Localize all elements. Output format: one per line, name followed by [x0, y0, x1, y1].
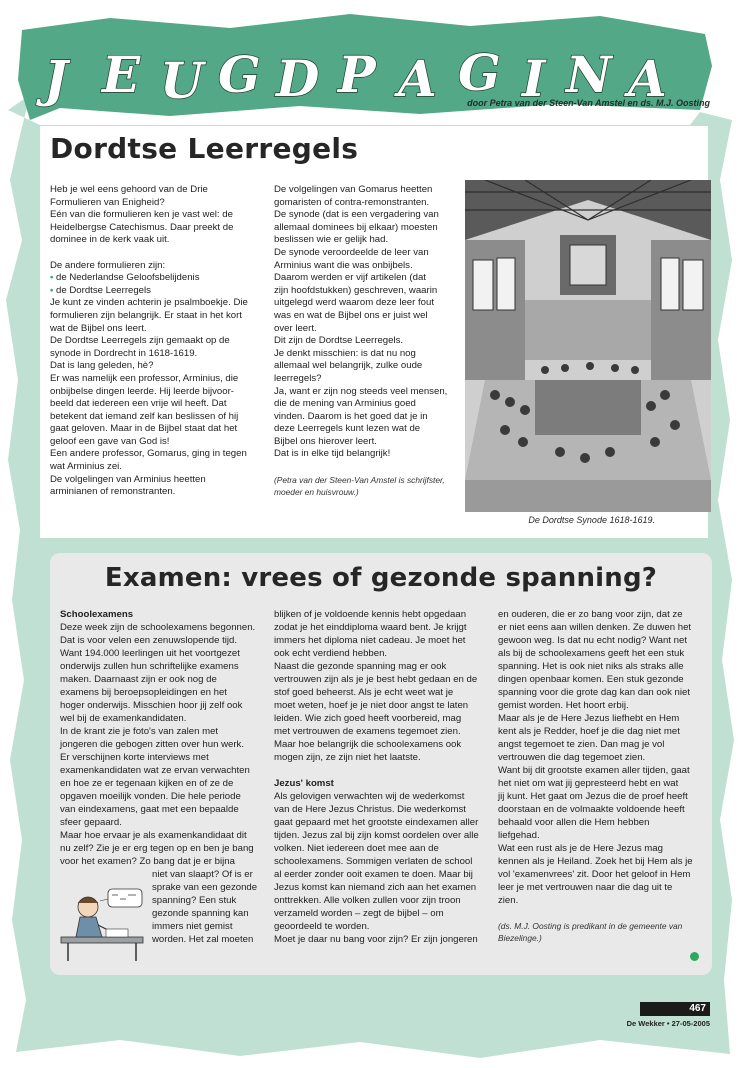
text-line: onbijbelse dingen leerde. Hij leerde bijvoor- — [50, 385, 234, 397]
text-line: Deze week zijn de schoolexamens begonnen. — [60, 622, 256, 633]
text-line: deze Leerregels kunt lezen wat de — [274, 423, 421, 435]
text-line: immers niet gemist — [152, 921, 233, 932]
text-line: worden. Het zal moeten — [152, 934, 254, 945]
text-line: moet weten, hoef je je niet door angst te laten — [274, 700, 469, 711]
text-line: Eén van die formulieren ken je vast wel: de — [50, 209, 233, 221]
text-line: zodat je het einddiploma waard bent. Je krijgt — [274, 622, 467, 633]
text-line: Formulieren van Enigheid? — [50, 196, 165, 208]
text-line: jij kunt. Het gaat om Jezus die de proef heeft — [498, 791, 688, 802]
text-line: voor het examen? Zo bang dat je er bijna — [60, 856, 235, 867]
publication-footer: De Wekker • 27-05-2005 — [626, 1019, 710, 1028]
text-line: vinden. Daarom is het goed dat je in — [274, 410, 428, 422]
text-line: mogen zijn, ze zijn niet het laatste. — [274, 752, 421, 763]
banner-letter: J — [44, 49, 68, 108]
photo-caption: De Dordtse Synode 1618-1619. — [528, 515, 655, 525]
text-line: arminianen of remonstranten. — [50, 486, 176, 498]
text-line: als bij de schoolexamens geeft het een stuk — [498, 648, 685, 659]
text-line: allemaal dominees bij elkaar) moesten — [274, 221, 438, 233]
text-line: De synode (dat is een vergadering van — [274, 209, 439, 221]
text-line: gomaristen of contra-remonstranten. — [274, 196, 430, 208]
text-line: Er was namelijk een professor, Arminius, die — [50, 372, 239, 384]
text-line: Als gelovigen verwachten wij de wederkomst — [274, 791, 465, 802]
text-line: spanning voor die grote dag kan dan ook niet — [498, 687, 691, 698]
text-line: Je denkt misschien: is dat nu nog — [274, 347, 416, 359]
text-line: angst tegemoet te zien. Dan mag je vol — [498, 739, 665, 750]
text-line: Want bij dit grootste examen aller tijden, gaat — [498, 765, 690, 776]
text-line: kent als je Redder, hoef je die dag niet met — [498, 726, 680, 737]
text-line: Maar als je de Here Jezus liefhebt en Hem — [498, 713, 680, 724]
article2-column-3 — [498, 608, 703, 944]
text-line: stof goed beheerst. Als je echt weet wat je — [274, 687, 454, 698]
banner-letter: I — [522, 49, 546, 108]
text-line: Heb je wel eens gehoord van de Drie — [50, 184, 208, 195]
text-line: liefgehad. — [498, 830, 540, 841]
banner-letter: E — [102, 45, 141, 104]
text-line: De andere formulieren zijn: — [50, 259, 166, 271]
end-mark-icon — [690, 952, 699, 961]
text-line: gemist worden. Het hoort erbij. — [498, 700, 629, 711]
text-line: volken. Niet iedereen doet mee aan de — [274, 843, 439, 854]
text-line: spanning. Het is ook niet niks als straks alle — [498, 661, 684, 672]
text-line: gewoon weg. Is dat nu echt nodig? Want net — [498, 635, 687, 646]
text-line: jongeren die gebogen zitten over hun werk. — [60, 739, 245, 750]
article2-column-2 — [274, 608, 484, 946]
banner-letter: A — [398, 49, 437, 108]
text-line: met vertrouwen de examens tegemoet zien. — [274, 726, 461, 737]
text-line: al eerder zonder ooit examen te doen. Maar bij — [274, 869, 473, 880]
text-line: immers het diploma niet cadeau. Je moet het — [274, 635, 466, 646]
author-note: Biezelinge.) — [498, 933, 542, 943]
student-cartoon-image — [56, 885, 148, 963]
text-line: spanning? Een stuk — [152, 895, 237, 906]
text-line: examens bij beroepsopleidingen en het — [60, 687, 227, 698]
text-line: De Dordtse Leerregels zijn gemaakt op de — [50, 335, 230, 347]
text-line: examenkandidaten wat ze ervan verwachten — [60, 765, 250, 776]
banner-letter: A — [628, 49, 667, 108]
text-line: Heidelbergse Catechismus. Daar preekt de — [50, 221, 234, 233]
banner-letter: P — [338, 45, 376, 104]
text-line: vol 'examenvrees' zit. Door het geloof in Hem — [498, 869, 691, 880]
text-line: Bijbel ons hierover leert. — [274, 435, 377, 447]
text-line: Jezus komst kan niemand zich aan het examen — [274, 882, 477, 893]
text-line: Maar hoe ervaar je als examenkandidaat dit — [60, 830, 247, 841]
text-line: wat Arminius zei. — [50, 461, 122, 473]
text-line: allemaal wel belangrijk, zulke oude — [274, 360, 423, 372]
text-line: nu zelf? Zie je er erg tegen op en ben je bang — [60, 843, 254, 854]
text-line: niet van slaapt? Of is er — [152, 869, 253, 880]
text-line: beeld dat iedereen een vrije wil heeft. Dat — [50, 398, 227, 410]
text-line: wat de Bijbel ons leert. — [50, 322, 147, 334]
text-line: leerregels? — [274, 372, 322, 384]
article1-column-1 — [50, 184, 255, 499]
text-line: gaat gepaard met het grootste eindexamen aller — [274, 817, 479, 828]
text-line: Moet je daar nu bang voor zijn? Er zijn jongeren — [274, 934, 478, 945]
byline: door Petra van der Steen-Van Amstel en ds. M.J. Oosting — [467, 98, 710, 108]
text-line: wel bij de examenkandidaten. — [60, 713, 187, 724]
text-line: De volgelingen van Arminius heetten — [50, 473, 206, 485]
text-line: en ouderen, die er zo bang voor zijn, dat ze — [498, 609, 683, 620]
text-line: zijn hoofdstukken) geschreven, waarin — [274, 284, 438, 296]
text-line: Een andere professor, Gomarus, ging in tegen — [50, 448, 247, 460]
text-line: Want 194.000 leerlingen uit het voortgezet — [60, 648, 240, 659]
banner-letter: G — [458, 43, 501, 102]
text-line: was en wat de Bijbel ons er juist wel — [274, 309, 428, 321]
banner-letter: N — [566, 45, 612, 104]
list-item: • de Nederlandse Geloofsbelijdenis — [50, 272, 200, 284]
text-line: sprake van een gezonde — [152, 882, 258, 893]
text-line: Ja, want er zijn nog steeds veel mensen, — [274, 385, 448, 397]
text-line: formulieren zijn belangrijk. Er staat in het kort — [50, 309, 242, 321]
section-heading: Schoolexamens — [60, 609, 134, 620]
text-line: Dit zijn de Dordtse Leerregels. — [274, 335, 404, 347]
article2-column-1 — [60, 608, 265, 868]
text-line: behaald voor allen die Hem hebben — [498, 817, 650, 828]
text-line: maken. Daarnaast zijn er ook nog de — [60, 674, 217, 685]
text-line: er niet eens aan willen denken. Ze duwen het — [498, 622, 692, 633]
page-number: 467 — [640, 1002, 710, 1016]
text-line: De synode veroordeelde de leer van — [274, 246, 429, 258]
bullet-icon: • — [50, 272, 54, 284]
list-item: • de Dordtse Leerregels — [50, 284, 151, 296]
text-line: dominee in de kerk vaak uit. — [50, 234, 170, 246]
text-line: die de mening van Arminius goed — [274, 398, 416, 410]
text-line: en hoe ze er tegenaan kijken en of ze de — [60, 778, 234, 789]
text-line: schoolexamens. Sommigen verlaten de school — [274, 856, 473, 867]
text-line: onderwijs zullen hun schriftelijke examens — [60, 661, 239, 672]
text-line: kennen als je Heiland. Zoek het bij Hem als je — [498, 856, 693, 867]
text-line: leiden. Wie zich goed heeft voorbereid, mag — [274, 713, 462, 724]
text-line: Arminius want die was onbijbels. — [274, 259, 413, 271]
article-title: Examen: vrees of gezonde spanning? — [104, 563, 658, 593]
text-line: ook echt verdiend hebben. — [274, 648, 388, 659]
article1-column-2 — [274, 184, 454, 498]
text-line: vertrouwen zijn als je je best hebt gedaan en de — [274, 674, 478, 685]
banner-letter: G — [218, 45, 261, 104]
text-line: beslissen wie er gelijk had. — [274, 234, 389, 246]
text-line: synode in Dordrecht in 1618-1619. — [50, 347, 198, 359]
article2-column-1-wrap — [152, 868, 267, 946]
text-line: over leert. — [274, 322, 317, 334]
text-line: Je kunt ze vinden achterin je psalmboekje. Die — [50, 297, 248, 309]
banner-letter: U — [160, 51, 204, 110]
text-line: blijken of je voldoende kennis hebt opgedaan — [274, 609, 467, 620]
text-line: In de krant zie je foto's van zalen met — [60, 726, 219, 737]
text-line: zien. — [498, 895, 519, 906]
text-line: Maar hoe belangrijk die schoolexamens ook — [274, 739, 462, 750]
text-line: sfeer gepaard. — [60, 817, 122, 828]
text-line: geoordeeld te worden. — [274, 921, 370, 932]
text-line: gaat geloven. Maar in de Bijbel staat dat het — [50, 423, 238, 435]
synod-engraving-image — [465, 180, 711, 512]
text-line: Dat is in elke tijd belangrijk! — [274, 448, 391, 460]
text-line: uitgelegd werd waarom deze leer fout — [274, 297, 434, 309]
text-line: dingen openbaar komen. Een stuk gezonde — [498, 674, 684, 685]
text-line: van eindexamens, gaat met een bepaalde — [60, 804, 239, 815]
text-line: doorstaan en de volmaakte voldoende heeft — [498, 804, 685, 815]
author-note: (Petra van der Steen-Van Amstel is schrijfster, — [274, 474, 445, 485]
text-line: Er verschijnen korte interviews met — [60, 752, 209, 763]
text-line: Dat is voor velen een zenuwslopende tijd. — [60, 635, 238, 646]
text-line: Daarom werden er vijf artikelen (dat — [274, 272, 426, 284]
text-line: Naast die gezonde spanning mag er ook — [274, 661, 447, 672]
text-line: betekent dat iemand zelf kan beslissen of hij — [50, 410, 239, 422]
text-line: hoger onderwijs. Misschien hoor jij zelf ook — [60, 700, 243, 711]
bullet-icon: • — [50, 284, 54, 296]
author-note: moeder en huisvrouw.) — [274, 486, 359, 497]
text-line: gezonde spanning kan — [152, 908, 249, 919]
text-line: Wat een rust als je de Here Jezus mag — [498, 843, 663, 854]
text-line: geloof een gave van God is! — [50, 435, 170, 447]
text-line: vertrouwen die dag tegemoet zien. — [498, 752, 646, 763]
text-line: De volgelingen van Gomarus heetten — [274, 184, 433, 195]
text-line: Dat is lang geleden, hè? — [50, 360, 154, 372]
text-line: van de Here Jezus Christus. Die wederkomst — [274, 804, 466, 815]
section-heading: Jezus' komst — [274, 778, 334, 789]
author-note: (ds. M.J. Oosting is predikant in de gemeente van — [498, 921, 683, 931]
text-line: onttrekken. Alle volken zullen voor zijn troon — [274, 895, 461, 906]
text-line: verzameld worden – zegt de bijbel – om — [274, 908, 444, 919]
text-line: opgaven moeilijk vonden. Die hele periode — [60, 791, 241, 802]
article-title: Dordtse Leerregels — [50, 132, 359, 165]
text-line: het niet om wat jij gepresteerd hebt en wat — [498, 778, 679, 789]
text-line: leer je met vertrouwen naar die dag uit te — [498, 882, 673, 893]
text-line: tijden. Jezus zal bij zijn komst oordelen over alle — [274, 830, 479, 841]
banner-letter: D — [276, 49, 320, 108]
